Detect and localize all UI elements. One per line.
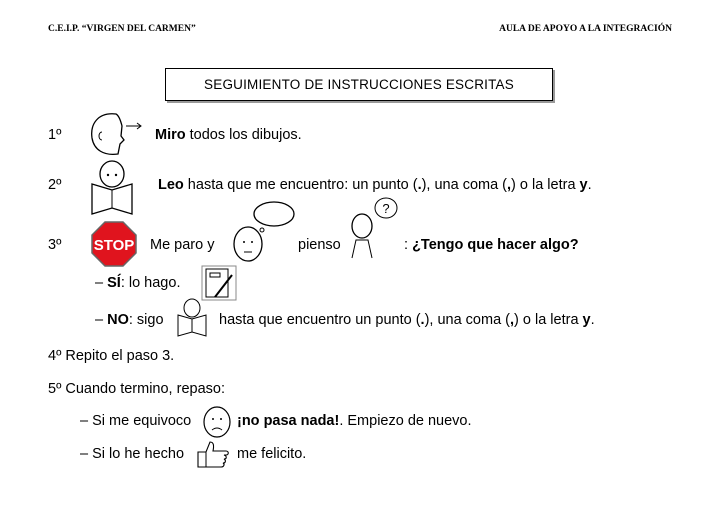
mistake-continue: ¡no pasa nada!. Empiezo de nuevo.	[237, 413, 472, 429]
step-3-question: : ¿Tengo que hacer algo?	[404, 237, 579, 253]
step-3-think-text: pienso	[298, 237, 341, 253]
step-2-text: Leo hasta que me encuentro: un punto (.), una coma (,) o la letra y.	[158, 177, 592, 193]
no-option-text: – NO: sigo	[95, 312, 164, 328]
done-continue: me felicito.	[237, 446, 307, 462]
step-4-text: 4º Repito el paso 3.	[48, 348, 175, 364]
stop-sign-label: STOP	[93, 237, 135, 254]
svg-text:?: ?	[382, 201, 390, 216]
step-1-text: Miro todos los dibujos.	[155, 127, 302, 143]
mistake-text: – Si me equivoco	[80, 413, 192, 429]
step-5-text: 5º Cuando termino, repaso:	[48, 381, 225, 397]
step-1-number: 1º	[48, 127, 62, 143]
no-option-continue: hasta que encuentro un punto (.), una coma (,) o la letra y.	[219, 312, 595, 328]
sad-face-icon	[200, 405, 234, 439]
step-3-stop-text: Me paro y	[150, 237, 215, 253]
notebook-pencil-icon	[201, 265, 237, 301]
looking-face-icon	[88, 110, 144, 158]
step-3-number: 3º	[48, 237, 62, 253]
thinking-face-icon	[228, 200, 296, 266]
step-2-number: 2º	[48, 177, 62, 193]
header-school: C.E.I.P. “VIRGEN DEL CARMEN”	[48, 24, 196, 34]
stop-sign-icon	[91, 221, 137, 267]
done-text: – Si lo he hecho	[80, 446, 185, 462]
page-title: SEGUIMIENTO DE INSTRUCCIONES ESCRITAS	[165, 68, 553, 101]
header-class: AULA DE APOYO A LA INTEGRACIÓN	[499, 24, 672, 34]
thumbs-up-icon	[196, 440, 232, 470]
questioning-person-icon	[346, 196, 402, 262]
reading-child-icon	[86, 160, 138, 216]
reading-child-small-icon	[175, 298, 209, 338]
yes-option-text: – SÍ: lo hago.	[95, 275, 181, 291]
